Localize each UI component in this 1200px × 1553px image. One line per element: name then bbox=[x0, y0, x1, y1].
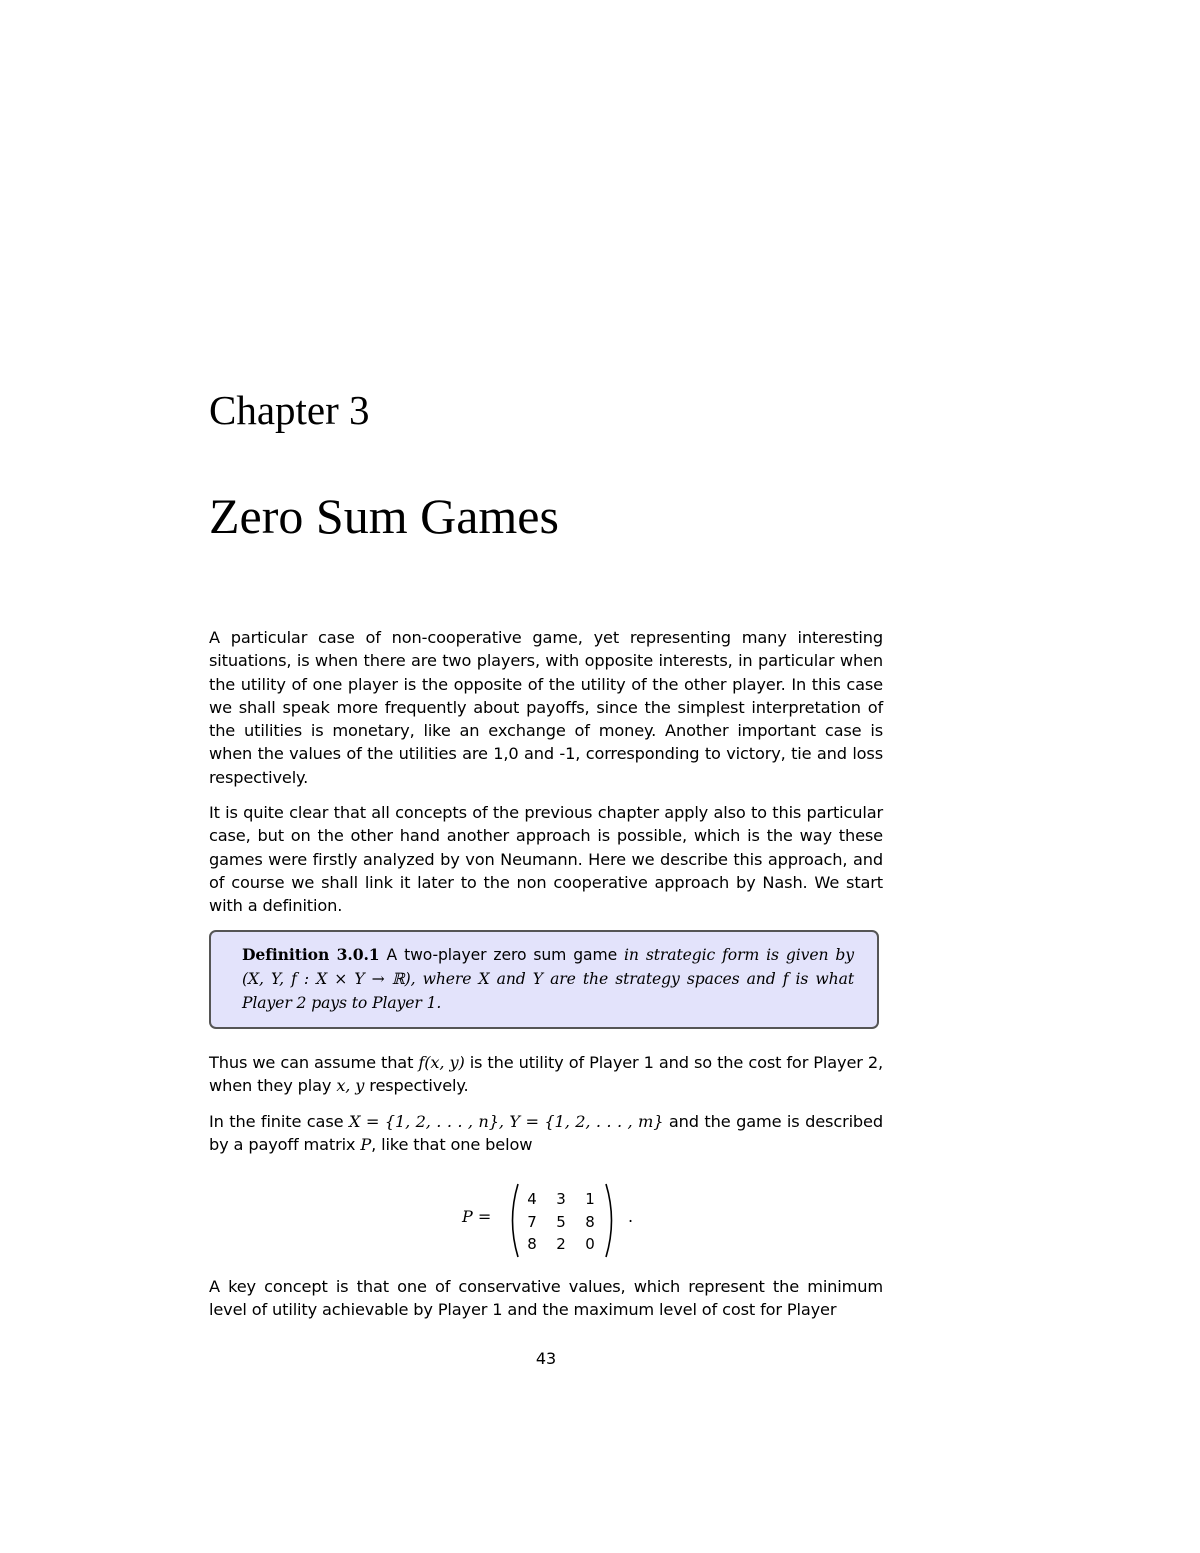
definition-body: in strategic form is given by (X, Y, f : X × Y → ℝ), where X and Y are the strategy spaces and f is what Player 2 pays to Player 1. bbox=[242, 946, 854, 1012]
text-segment: In the finite case bbox=[209, 1112, 349, 1131]
left-paren-icon bbox=[506, 1183, 520, 1258]
text-segment: and the game is described by a payoff matrix bbox=[209, 1112, 883, 1155]
paragraph-concepts: It is quite clear that all concepts of the previous chapter apply also to this particular case, but on the other hand another approach is possible, which is the way these games were firstly analyzed by von Neumann. Here we describe this approach, and of course we shall link it later to the non cooperative approach by Nash. We start with a definition. bbox=[209, 803, 883, 916]
text-segment: , like that one below bbox=[371, 1135, 533, 1155]
matrix-lhs bbox=[462, 1207, 491, 1226]
paragraph-thus bbox=[209, 1051, 883, 1098]
matrix-cell: 8 bbox=[527, 1235, 537, 1253]
matrix-row bbox=[522, 1211, 600, 1234]
matrix-cell: 5 bbox=[556, 1212, 566, 1231]
matrix-cell: 2 bbox=[556, 1235, 566, 1253]
math-inline: f(x, y) bbox=[418, 1053, 465, 1072]
matrix-cell: 0 bbox=[585, 1235, 595, 1253]
matrix-cell: 3 bbox=[556, 1190, 566, 1208]
matrix-equals: = bbox=[477, 1207, 492, 1226]
text-segment: Thus we can assume that bbox=[209, 1053, 419, 1072]
definition-text bbox=[242, 943, 854, 1015]
page-number: 43 bbox=[535, 1349, 557, 1368]
right-paren-icon bbox=[604, 1183, 618, 1258]
matrix-grid bbox=[522, 1188, 600, 1256]
math-inline: x, y bbox=[336, 1076, 365, 1096]
definition-lead: A two-player zero sum game bbox=[386, 946, 618, 964]
paragraph-key-concept: A key concept is that one of conservative values, which represent the minimum level of utility achievable by Player 1 and the maximum level of cost for Player bbox=[209, 1277, 883, 1320]
matrix-row bbox=[522, 1188, 600, 1211]
chapter-label: Chapter 3 bbox=[209, 387, 370, 433]
math-inline: X = {1, 2, . . . , n}, Y = {1, 2, . . . , m} bbox=[348, 1112, 664, 1131]
matrix-cell: 7 bbox=[527, 1212, 537, 1231]
matrix-row bbox=[522, 1233, 600, 1256]
definition-label: Definition 3.0.1 bbox=[242, 945, 380, 964]
matrix-cell: 8 bbox=[585, 1212, 595, 1231]
text-segment: is the utility of Player 1 and so the cost for Player 2, when they play bbox=[209, 1053, 883, 1096]
paragraph-finite-case bbox=[209, 1110, 883, 1157]
definition-box bbox=[209, 930, 879, 1029]
math-inline: P bbox=[360, 1135, 372, 1155]
payoff-matrix bbox=[462, 1183, 652, 1258]
paragraph-intro: A particular case of non-cooperative game, yet representing many interesting situations, is when there are two players, with opposite interests, in particular when the utility of one player is the opposite of the utility of the other player. In this case we shall speak more frequently about payoffs, since the simplest interpretation of the utilities is monetary, like an exchange of money. Another important case is when the values of the utilities are 1,0 and -1, corresponding to victory, tie and loss respectively. bbox=[209, 628, 883, 787]
text-segment: respectively. bbox=[364, 1076, 469, 1096]
matrix-period: . bbox=[628, 1207, 634, 1226]
matrix-cell: 1 bbox=[585, 1190, 595, 1208]
matrix-cell: 4 bbox=[527, 1190, 537, 1208]
chapter-title: Zero Sum Games bbox=[209, 488, 559, 544]
matrix-name: P bbox=[462, 1207, 473, 1226]
